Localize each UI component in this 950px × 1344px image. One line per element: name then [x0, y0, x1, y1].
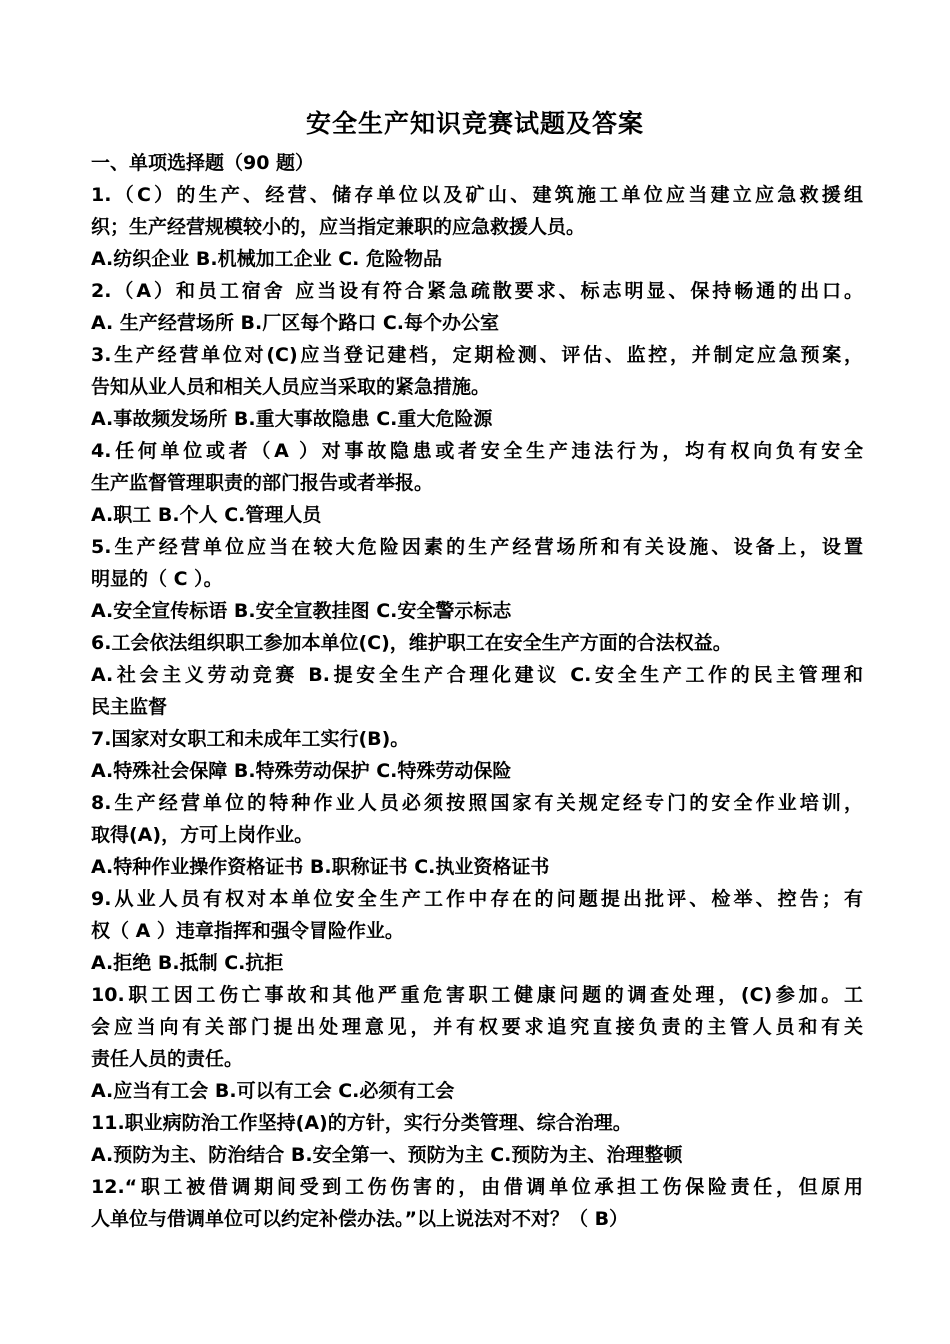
- question-9-options: A.拒绝 B.抵制 C.抗拒: [91, 952, 284, 974]
- question-1-options: A.纺织企业 B.机械加工企业 C. 危险物品: [91, 248, 442, 270]
- question-4-line-1: 4.任何单位或者（A ）对事故隐患或者安全生产违法行为，均有权向负有安全: [91, 440, 863, 462]
- question-3-line-1: 3.生产经营单位对(C)应当登记建档，定期检测、评估、监控，并制定应急预案，: [91, 344, 863, 366]
- question-1-line-1: 1.（C）的生产、经营、储存单位以及矿山、建筑施工单位应当建立应急救援组: [91, 184, 863, 206]
- question-6-line-1: 6.工会依法组织职工参加本单位(C)，维护职工在安全生产方面的合法权益。: [91, 632, 732, 654]
- question-3-options: A.事故频发场所 B.重大事故隐患 C.重大危险源: [91, 408, 493, 430]
- question-9-line-1: 9.从业人员有权对本单位安全生产工作中存在的问题提出批评、检举、控告；有: [91, 888, 863, 910]
- question-5-options: A.安全宣传标语 B.安全宣教挂图 C.安全警示标志: [91, 600, 512, 622]
- question-5-line-1: 5.生产经营单位应当在较大危险因素的生产经营场所和有关设施、设备上，设置: [91, 536, 863, 558]
- question-4-line-2: 生产监督管理职责的部门报告或者举报。: [91, 472, 434, 494]
- section-heading: 一、单项选择题（90 题）: [91, 152, 315, 174]
- question-11-options: A.预防为主、防治结合 B.安全第一、预防为主 C.预防为主、治理整顿: [91, 1144, 683, 1166]
- question-4-options: A.职工 B.个人 C.管理人员: [91, 504, 322, 526]
- question-1-line-2: 织；生产经营规模较小的，应当指定兼职的应急救援人员。: [91, 216, 586, 238]
- question-10-line-2: 会应当向有关部门提出处理意见，并有权要求追究直接负责的主管人员和有关: [91, 1016, 863, 1038]
- question-8-options: A.特种作业操作资格证书 B.职称证书 C.执业资格证书: [91, 856, 550, 878]
- question-12-line-1: 12.“职工被借调期间受到工伤伤害的，由借调单位承担工伤保险责任，但原用: [91, 1176, 863, 1198]
- question-5-line-2: 明显的（ C ）。: [91, 568, 223, 590]
- question-6-options-line-1: A.社会主义劳动竞赛 B.提安全生产合理化建议 C.安全生产工作的民主管理和: [91, 664, 863, 686]
- question-7-options: A.特殊社会保障 B.特殊劳动保护 C.特殊劳动保险: [91, 760, 512, 782]
- question-3-line-2: 告知从业人员和相关人员应当采取的紧急措施。: [91, 376, 491, 398]
- question-11-line-1: 11.职业病防治工作坚持(A)的方针，实行分类管理、综合治理。: [91, 1112, 632, 1134]
- question-8-line-2: 取得(A)，方可上岗作业。: [91, 824, 314, 846]
- question-10-options: A.应当有工会 B.可以有工会 C.必须有工会: [91, 1080, 455, 1102]
- document-title: 安全生产知识竞赛试题及答案: [305, 109, 644, 138]
- question-6-options-line-2: 民主监督: [91, 696, 168, 718]
- question-10-line-1: 10.职工因工伤亡事故和其他严重危害职工健康问题的调查处理，(C)参加。工: [91, 984, 863, 1006]
- question-text-block: [91, 147, 863, 1235]
- question-9-line-2: 权（ A ）违章指挥和强令冒险作业。: [91, 920, 404, 942]
- question-8-line-1: 8.生产经营单位的特种作业人员必须按照国家有关规定经专门的安全作业培训，: [91, 792, 863, 814]
- question-2-options: A. 生产经营场所 B.厂区每个路口 C.每个办公室: [91, 312, 499, 334]
- question-12-line-2: 人单位与借调单位可以约定补偿办法。”以上说法对不对？（ B）: [91, 1208, 629, 1230]
- question-2-line-1: 2.（A）和员工宿舍 应当设有符合紧急疏散要求、标志明显、保持畅通的出口。: [91, 280, 863, 302]
- question-7-line-1: 7.国家对女职工和未成年工实行(B)。: [91, 728, 410, 750]
- question-10-line-3: 责任人员的责任。: [91, 1048, 244, 1070]
